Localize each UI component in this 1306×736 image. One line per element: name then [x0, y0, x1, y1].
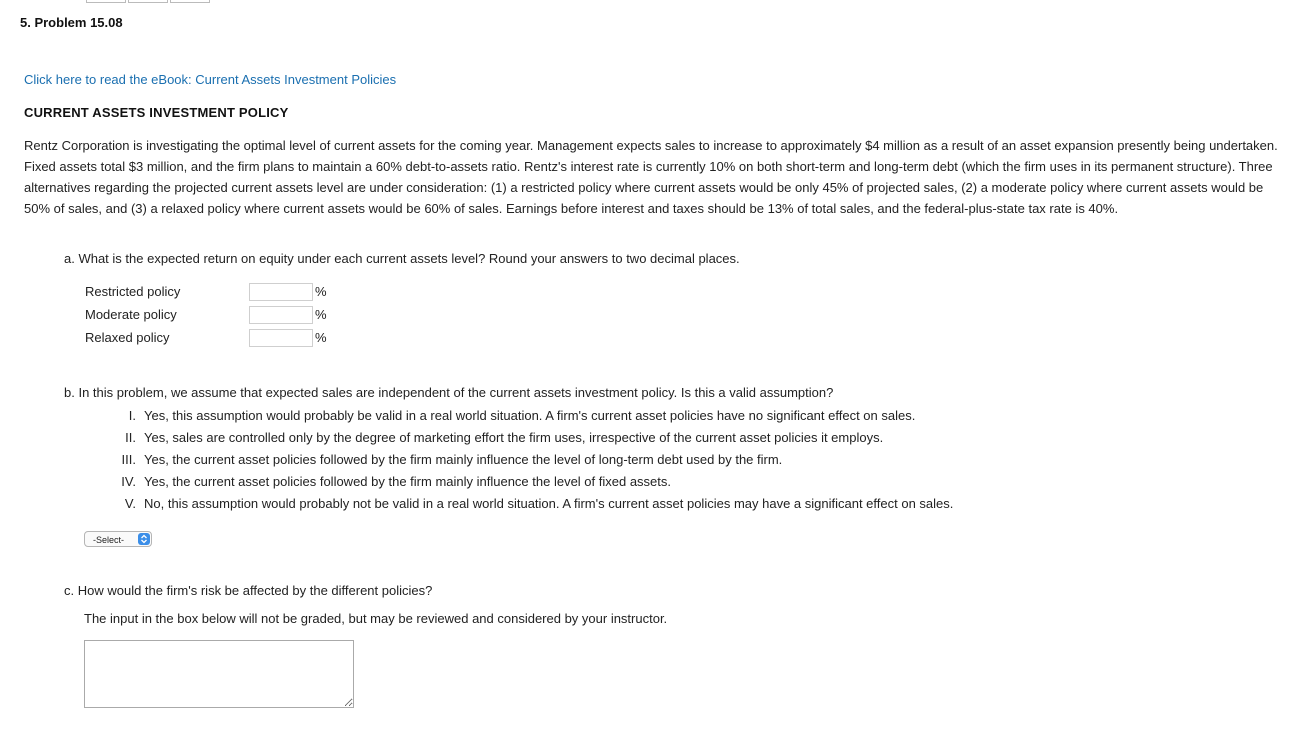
option-numeral: III. [121, 452, 136, 467]
risk-answer-textarea[interactable] [84, 640, 354, 708]
tab-stub[interactable] [86, 0, 126, 3]
answer-options-list [112, 405, 953, 515]
option-text: Yes, the current asset policies followed by the firm mainly influence the level of long-term debt used by the firm. [144, 452, 783, 467]
top-tab-strip [86, 0, 212, 3]
option-numeral: V. [124, 496, 136, 511]
tab-stub[interactable] [128, 0, 168, 3]
percent-sign: % [315, 307, 327, 322]
option-text: Yes, this assumption would probably be valid in a real world situation. A firm's current asset policies have no significant effect on sales. [144, 408, 916, 423]
restricted-policy-input[interactable] [249, 283, 313, 301]
percent-sign: % [315, 284, 327, 299]
percent-sign: % [315, 330, 327, 345]
ebook-link[interactable]: Click here to read the eBook: Current Assets Investment Policies [24, 72, 397, 87]
option-numeral: II. [125, 430, 136, 445]
option-numeral: IV. [121, 474, 136, 489]
answer-select[interactable] [84, 531, 152, 547]
option-text: No, this assumption would probably not be valid in a real world situation. A firm's current asset policies may have a significant effect on sales. [144, 496, 954, 511]
question-c: c. How would the firm's risk be affected by the different policies? [64, 583, 433, 598]
restricted-policy-label: Restricted policy [85, 284, 181, 299]
moderate-policy-input[interactable] [249, 306, 313, 324]
section-heading: CURRENT ASSETS INVESTMENT POLICY [24, 105, 289, 120]
question-b: b. In this problem, we assume that expected sales are independent of the current assets investment policy. Is this a valid assumption? [64, 385, 834, 400]
answer-option [112, 471, 953, 493]
relaxed-policy-input[interactable] [249, 329, 313, 347]
question-a: a. What is the expected return on equity under each current assets level? Round your answers to two decimal places. [64, 251, 740, 266]
tab-stub[interactable] [170, 0, 210, 3]
relaxed-policy-label: Relaxed policy [85, 330, 170, 345]
option-text: Yes, the current asset policies followed by the firm mainly influence the level of fixed assets. [144, 474, 672, 489]
option-text: Yes, sales are controlled only by the degree of marketing effort the firm uses, irrespective of the current asset policies it employs. [144, 430, 884, 445]
answer-option [112, 405, 953, 427]
grading-note: The input in the box below will not be graded, but may be reviewed and considered by your instructor. [84, 611, 668, 626]
select-value: -Select- [93, 535, 125, 545]
moderate-policy-label: Moderate policy [85, 307, 177, 322]
answer-option [112, 427, 953, 449]
problem-statement: Rentz Corporation is investigating the optimal level of current assets for the coming year. Management expects sales to increase to approximately $4 million as a result of an asset expansion presently being undertaken. Fixed assets total $3 million, and the firm plans to maintain a 60% debt-to-assets ratio. Rentz's interest rate is currently 10% on both short-term and long-term debt (which the firm uses in its permanent structure). Three alternatives regarding the projected current assets level are under consideration: (1) a restricted policy where current assets would be only 45% of projected sales, (2) a moderate policy where current assets would be 50% of sales, and (3) a relaxed policy where current assets would be 60% of sales. Earnings before interest and taxes should be 13% of total sales, and the federal-plus-state tax rate is 40%. [24, 138, 1278, 216]
updown-arrows-icon [138, 533, 150, 545]
answer-option [112, 493, 953, 515]
problem-title: 5. Problem 15.08 [20, 15, 123, 30]
option-numeral: I. [128, 408, 136, 423]
answer-option [112, 449, 953, 471]
